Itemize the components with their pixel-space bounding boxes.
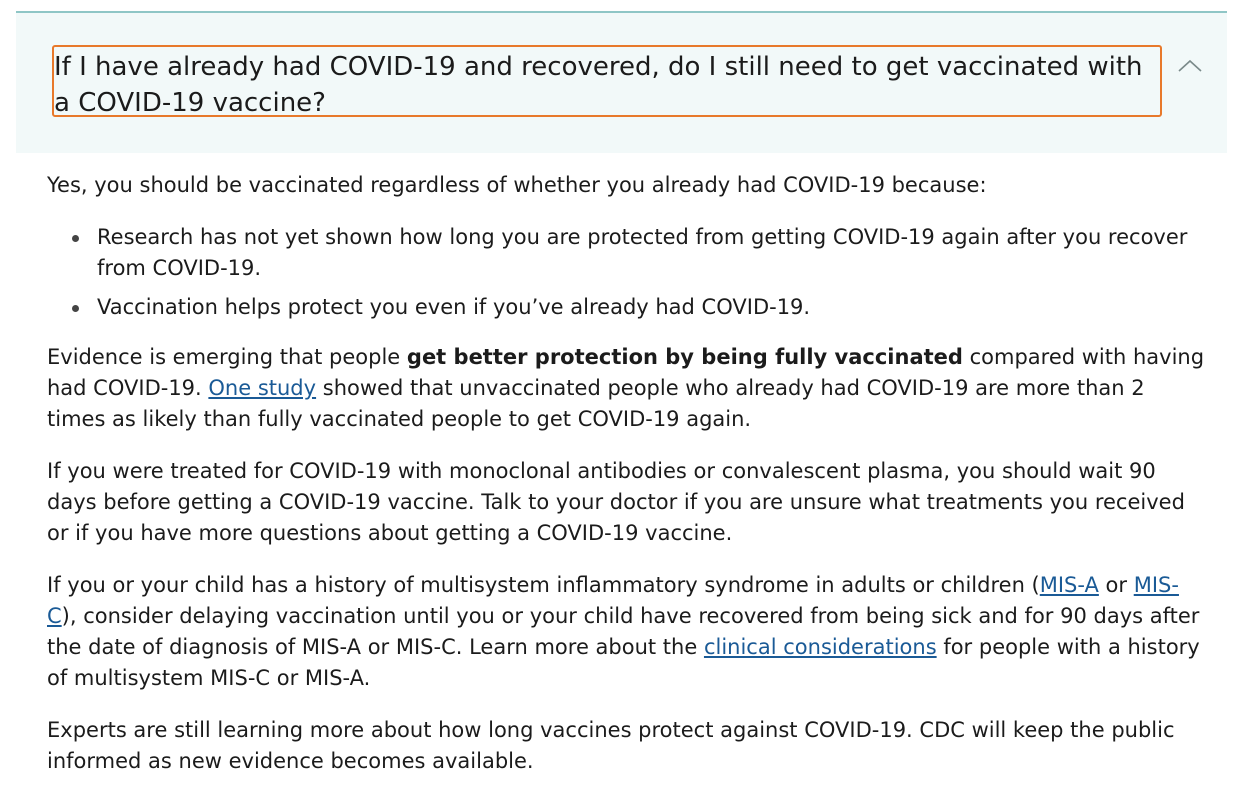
clinical-considerations-link[interactable]: clinical considerations (703, 635, 937, 659)
experts-paragraph: Experts are still learning more about how long vaccines protect against COVID-19. CDC will keep the public informed as new evidence becomes available. (47, 718, 1175, 773)
one-study-link[interactable]: One study (208, 376, 317, 400)
chevron-up-icon[interactable] (1176, 56, 1204, 76)
question-title: If I have already had COVID-19 and recovered, do I still need to get vaccinated with a COVID-19 vaccine? (54, 52, 1143, 118)
answer-intro: Yes, you should be vaccinated regardless of whether you already had COVID-19 because: (47, 173, 987, 197)
mis-c-link[interactable]: MIS-C (47, 573, 1179, 628)
accordion-question-button[interactable] (52, 45, 1162, 117)
faq-accordion (16, 11, 1227, 153)
emphasis-text: get better protection by being fully vaccinated (406, 345, 963, 369)
bullet-icon (72, 235, 79, 242)
answer-content (47, 170, 1207, 798)
mis-paragraph: If you or your child has a history of multisystem inflammatory syndrome in adults or children (MIS-A or MIS-C), consider delaying vaccination until you or your child have recovered from being sick and for 90 days after the date of diagnosis of MIS-A or MIS-C. Learn more about the clinical considerations for people with a history of multisystem MIS-C or MIS-A. (47, 573, 1200, 690)
evidence-paragraph: Evidence is emerging that people get better protection by being fully vaccinated compared with having had COVID-19. One study showed that unvaccinated people who already had COVID-19 are more than 2 times as likely than fully vaccinated people to get COVID-19 again. (47, 345, 1205, 431)
bullet-icon (72, 305, 79, 312)
reason-list (47, 222, 1207, 323)
mis-a-link[interactable]: MIS-A (1039, 573, 1099, 597)
treatment-paragraph: If you were treated for COVID-19 with monoclonal antibodies or convalescent plasma, you should wait 90 days before getting a COVID-19 vaccine. Talk to your doctor if you are unsure what treatments you received or if you have more questions about getting a COVID-19 vaccine. (47, 459, 1185, 545)
list-item: Vaccination helps protect you even if you’ve already had COVID-19. (97, 292, 1207, 323)
accordion-header[interactable] (16, 13, 1227, 153)
list-item: Research has not yet shown how long you are protected from getting COVID-19 again after you recover from COVID-19. (97, 222, 1207, 284)
